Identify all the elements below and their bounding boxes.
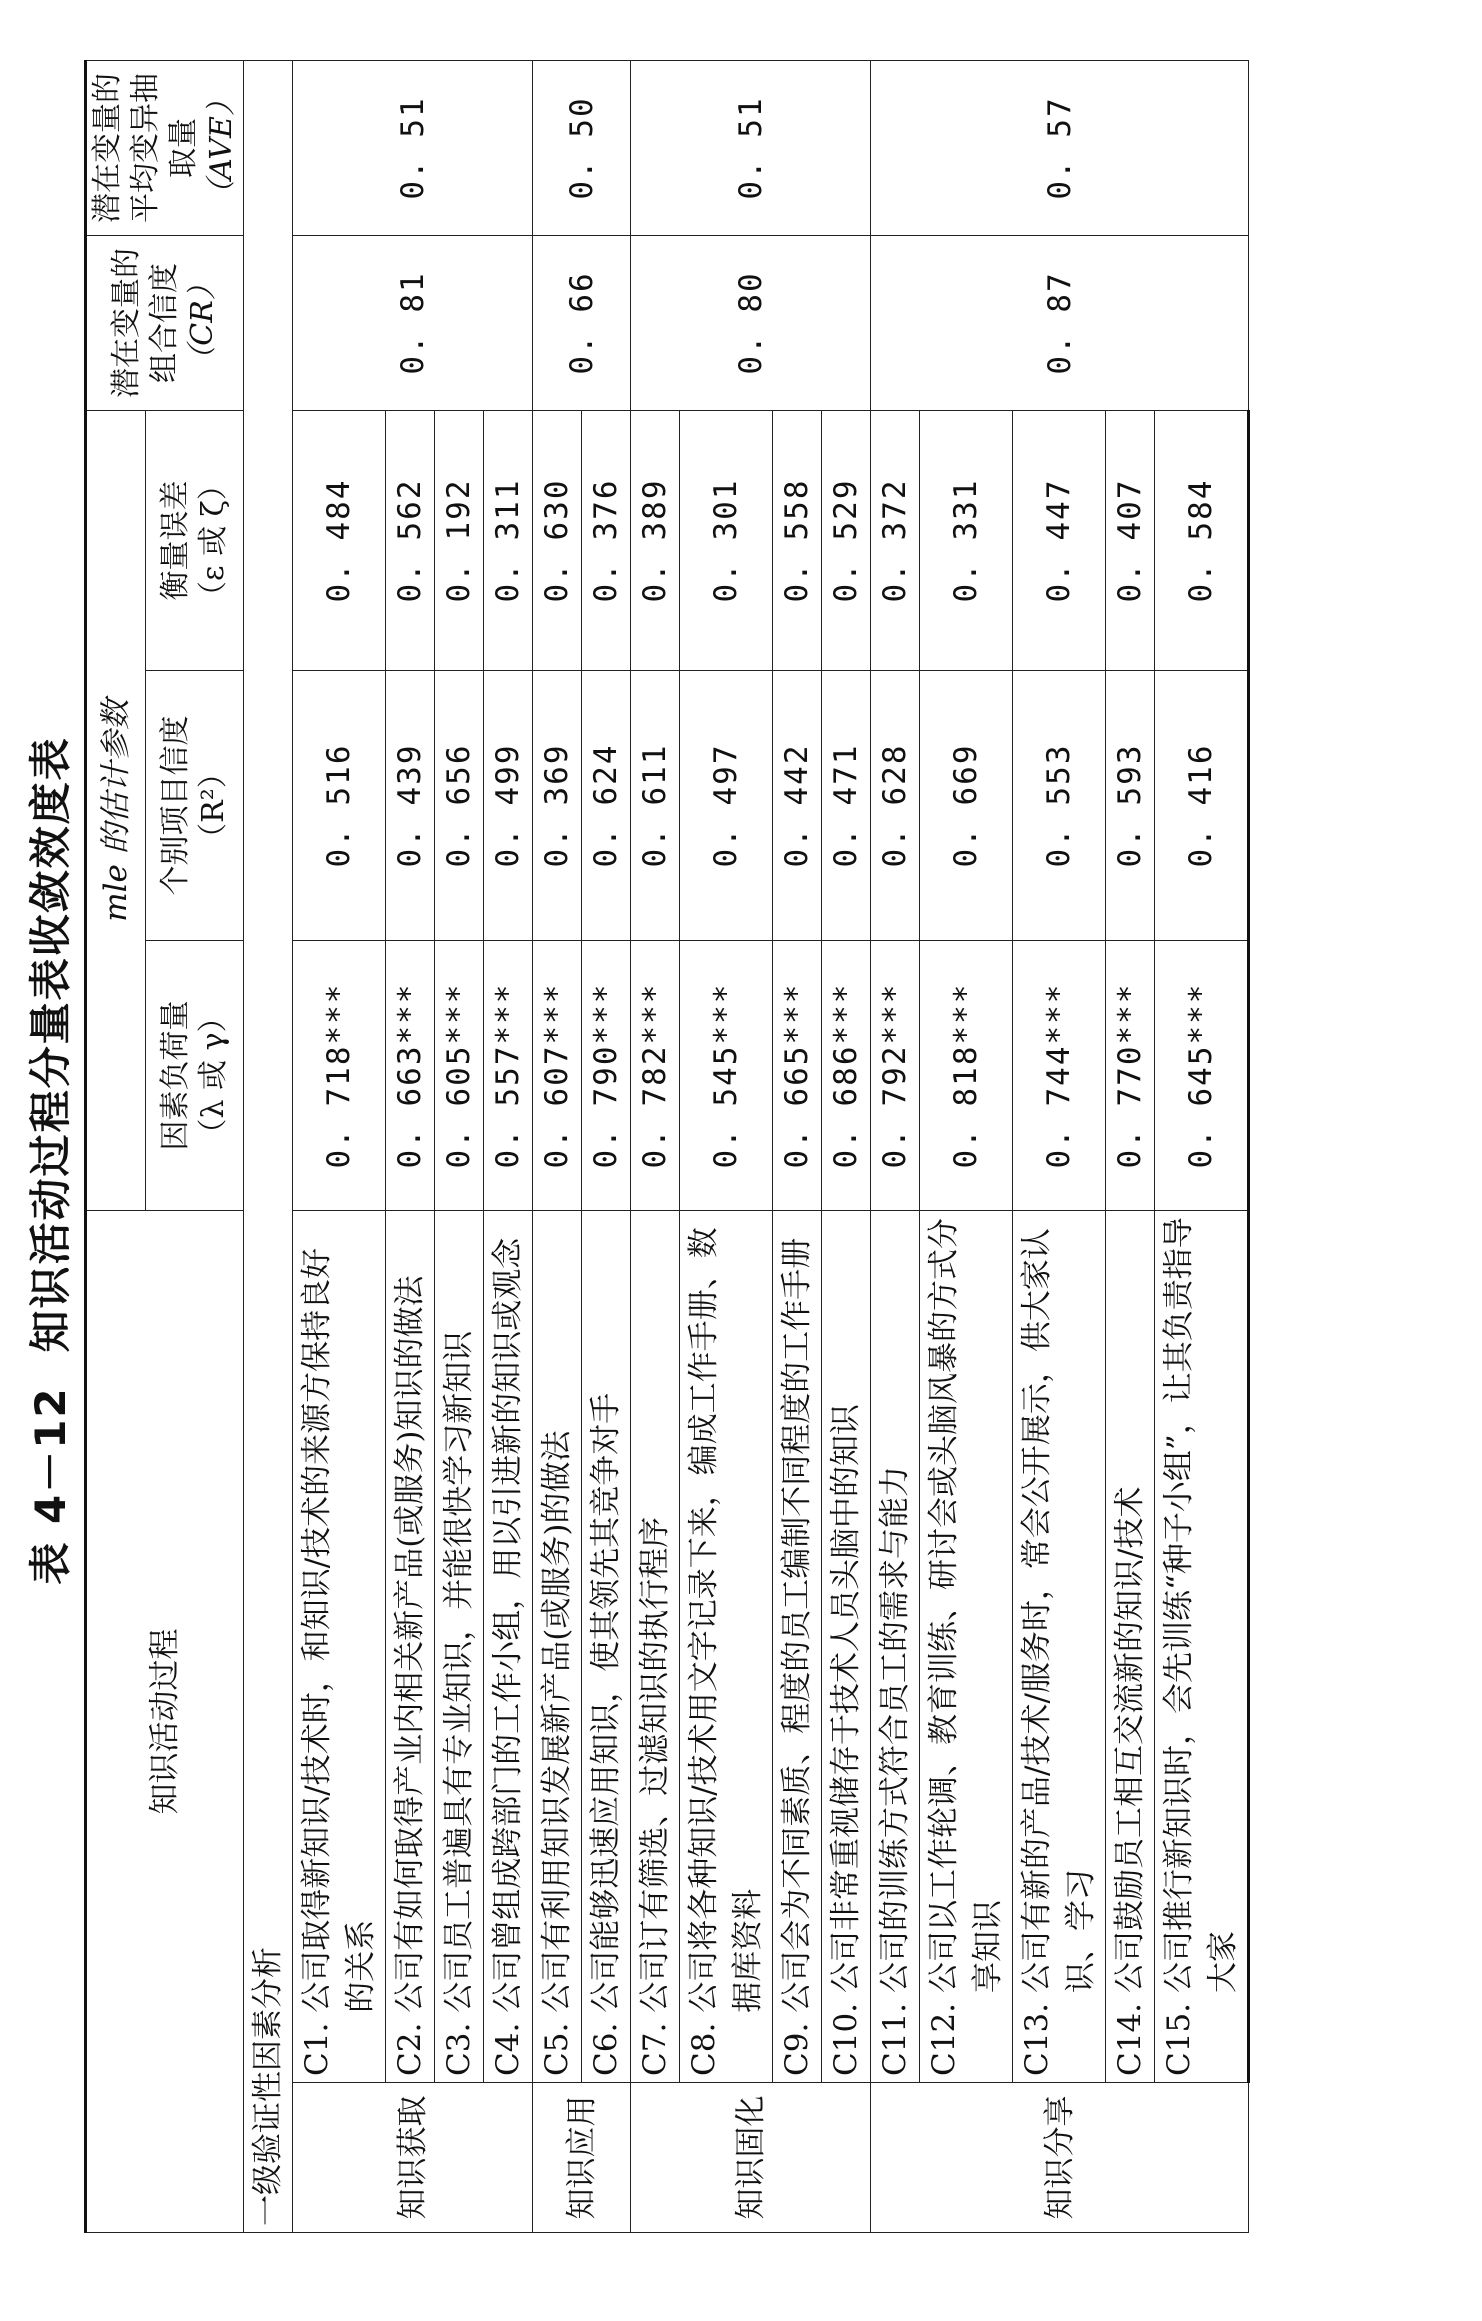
item-statement (922, 1217, 1010, 2076)
cr-value: 0. 66 (533, 235, 631, 410)
loading-value: 0. 744*** (1013, 941, 1106, 1211)
item-statement (1015, 1217, 1103, 2076)
loading-value: 0. 770*** (1106, 941, 1155, 1211)
reliability-value: 0. 442 (773, 671, 822, 941)
loading-value: 0. 665*** (773, 941, 822, 1211)
item-code: C12. (926, 2002, 962, 2076)
item-cell (920, 1211, 1013, 2083)
process-header: 知识活动过程 (86, 1211, 244, 2233)
loading-value: 0. 718*** (293, 941, 386, 1211)
table-row (871, 60, 920, 2232)
item-cell (822, 1211, 871, 2083)
reliability-value: 0. 516 (293, 671, 386, 941)
dimension-cell: 知识固化 (631, 2083, 871, 2233)
error-value: 0. 529 (822, 410, 871, 670)
cr-value: 0. 81 (293, 235, 533, 410)
reliability-value: 0. 656 (435, 671, 484, 941)
item-code: C3. (441, 2022, 477, 2076)
item-text: 公司有如何取得产业内相关新产品(或服务)知识的做法 (392, 1275, 428, 2013)
item-cell (386, 1211, 435, 2083)
item-statement (633, 1217, 677, 2076)
loading-value: 0. 545*** (680, 941, 773, 1211)
error-value: 0. 192 (435, 410, 484, 670)
error-value: 0. 372 (871, 410, 920, 670)
item-statement (1108, 1217, 1152, 2076)
item-cell (1106, 1211, 1155, 2083)
error-value: 0. 484 (293, 410, 386, 670)
cr-value: 0. 80 (631, 235, 871, 410)
reliability-header: 个别项目信度 （R²） (146, 671, 244, 941)
item-code: C9. (779, 2022, 815, 2076)
item-code: C10. (828, 2002, 864, 2076)
reliability-value: 0. 499 (484, 671, 533, 941)
ave-header: 潜在变量的平均变异抽取量 （AVE） (86, 60, 244, 235)
item-statement (295, 1217, 383, 2076)
cr-header: 潜在变量的组合信度 （CR） (86, 235, 244, 410)
table-body (293, 60, 1249, 2232)
loading-value: 0. 818*** (920, 941, 1013, 1211)
item-code: C8. (686, 2022, 722, 2076)
item-text: 公司取得新知识/技术时，和知识/技术的来源方保持良好的关系 (299, 1247, 379, 2013)
dimension-cell: 知识应用 (533, 2083, 631, 2233)
item-code: C13. (1019, 2002, 1055, 2076)
reliability-value: 0. 497 (680, 671, 773, 941)
item-code: C7. (637, 2022, 673, 2076)
loading-value: 0. 645*** (1155, 941, 1249, 1211)
item-text: 公司的训练方式符合员工的需求与能力 (877, 1465, 913, 1993)
reliability-value: 0. 439 (386, 671, 435, 941)
table-caption (18, 0, 78, 2321)
reliability-value: 0. 553 (1013, 671, 1106, 941)
item-statement (775, 1217, 819, 2076)
item-cell (533, 1211, 582, 2083)
item-text: 公司能够迅速应用知识，使其领先其竞争对手 (588, 1392, 624, 2013)
item-statement (486, 1217, 530, 2076)
item-statement (873, 1217, 917, 2076)
item-text: 公司订有筛选、过滤知识的执行程序 (637, 1516, 673, 2013)
loading-value: 0. 686*** (822, 941, 871, 1211)
convergent-validity-table (84, 60, 1250, 2233)
item-cell (582, 1211, 631, 2083)
item-code: C6. (588, 2022, 624, 2076)
item-cell (293, 1211, 386, 2083)
item-statement (437, 1217, 481, 2076)
ave-value: 0. 51 (631, 60, 871, 235)
error-value: 0. 447 (1013, 410, 1106, 670)
item-code: C14. (1112, 2002, 1148, 2076)
item-text: 公司会为不同素质、程度的员工编制不同程度的工作手册 (779, 1237, 815, 2013)
section-label: 一级验证性因素分析 (244, 60, 293, 2232)
item-statement (584, 1217, 628, 2076)
item-text: 公司鼓励员工相互交流新的知识/技术 (1112, 1486, 1148, 1993)
section-row (244, 60, 293, 2232)
reliability-value: 0. 669 (920, 671, 1013, 941)
item-cell (871, 1211, 920, 2083)
item-code: C2. (392, 2022, 428, 2076)
dimension-cell: 知识获取 (293, 2083, 533, 2233)
error-value: 0. 376 (582, 410, 631, 670)
loading-header: 因素负荷量 （λ 或 γ） (146, 941, 244, 1211)
reliability-value: 0. 416 (1155, 671, 1249, 941)
reliability-value: 0. 593 (1106, 671, 1155, 941)
error-value: 0. 558 (773, 410, 822, 670)
table-row (293, 60, 386, 2232)
item-text: 公司推行新知识时，会先训练“种子小组”，让其负责指导大家 (1161, 1217, 1241, 1993)
loading-value: 0. 792*** (871, 941, 920, 1211)
error-value: 0. 331 (920, 410, 1013, 670)
loading-value: 0. 607*** (533, 941, 582, 1211)
ave-value: 0. 51 (293, 60, 533, 235)
item-code: C11. (877, 2002, 913, 2076)
loading-value: 0. 605*** (435, 941, 484, 1211)
item-statement (535, 1217, 579, 2076)
item-text: 公司有新的产品/技术/服务时，常会公开展示，供大家认识、学习 (1019, 1228, 1099, 1993)
reliability-value: 0. 611 (631, 671, 680, 941)
item-text: 公司员工普遍具有专业知识，并能很快学习新知识 (441, 1330, 477, 2013)
item-cell (435, 1211, 484, 2083)
item-text: 公司以工作轮调、教育训练、研讨会或头脑风暴的方式分享知识 (926, 1217, 1006, 1993)
item-cell (1013, 1211, 1106, 2083)
item-statement (682, 1217, 770, 2076)
error-value: 0. 630 (533, 410, 582, 670)
error-value: 0. 407 (1106, 410, 1155, 670)
reliability-value: 0. 471 (822, 671, 871, 941)
error-header: 衡量误差 （ε 或 ζ） (146, 410, 244, 670)
item-cell (773, 1211, 822, 2083)
item-cell (1155, 1211, 1249, 2083)
item-code: C5. (539, 2022, 575, 2076)
item-cell (631, 1211, 680, 2083)
error-value: 0. 562 (386, 410, 435, 670)
table-row (533, 60, 582, 2232)
ave-value: 0. 57 (871, 60, 1249, 235)
reliability-value: 0. 628 (871, 671, 920, 941)
item-text: 公司非常重视储存于技术人员头脑中的知识 (828, 1403, 864, 1993)
table-row (631, 60, 680, 2232)
reliability-value: 0. 369 (533, 671, 582, 941)
dimension-cell: 知识分享 (871, 2083, 1249, 2233)
item-cell (484, 1211, 533, 2083)
header-row-1 (86, 60, 146, 2232)
loading-value: 0. 782*** (631, 941, 680, 1211)
error-value: 0. 584 (1155, 410, 1249, 670)
item-text: 公司有利用知识发展新产品(或服务)的做法 (539, 1430, 575, 2013)
error-value: 0. 301 (680, 410, 773, 670)
item-text: 公司将各种知识/技术用文字记录下来，编成工作手册、数据库资料 (686, 1227, 766, 2013)
error-value: 0. 389 (631, 410, 680, 670)
item-code: C15. (1161, 2002, 1197, 2076)
ave-value: 0. 50 (533, 60, 631, 235)
item-cell (680, 1211, 773, 2083)
item-code: C1. (299, 2022, 335, 2076)
loading-value: 0. 663*** (386, 941, 435, 1211)
mle-header: mle 的估计参数 (86, 410, 146, 1210)
item-code: C4. (490, 2022, 526, 2076)
item-statement (824, 1217, 868, 2076)
item-statement (388, 1217, 432, 2076)
item-statement (1157, 1217, 1245, 2076)
table-number: 表 4－12 (26, 1386, 75, 1585)
loading-value: 0. 557*** (484, 941, 533, 1211)
item-text: 公司曾组成跨部门的工作小组，用以引进新的知识或观念 (490, 1237, 526, 2013)
cr-value: 0. 87 (871, 235, 1249, 410)
reliability-value: 0. 624 (582, 671, 631, 941)
table-title: 知识活动过程分量表收敛效度表 (26, 736, 75, 1353)
error-value: 0. 311 (484, 410, 533, 670)
loading-value: 0. 790*** (582, 941, 631, 1211)
